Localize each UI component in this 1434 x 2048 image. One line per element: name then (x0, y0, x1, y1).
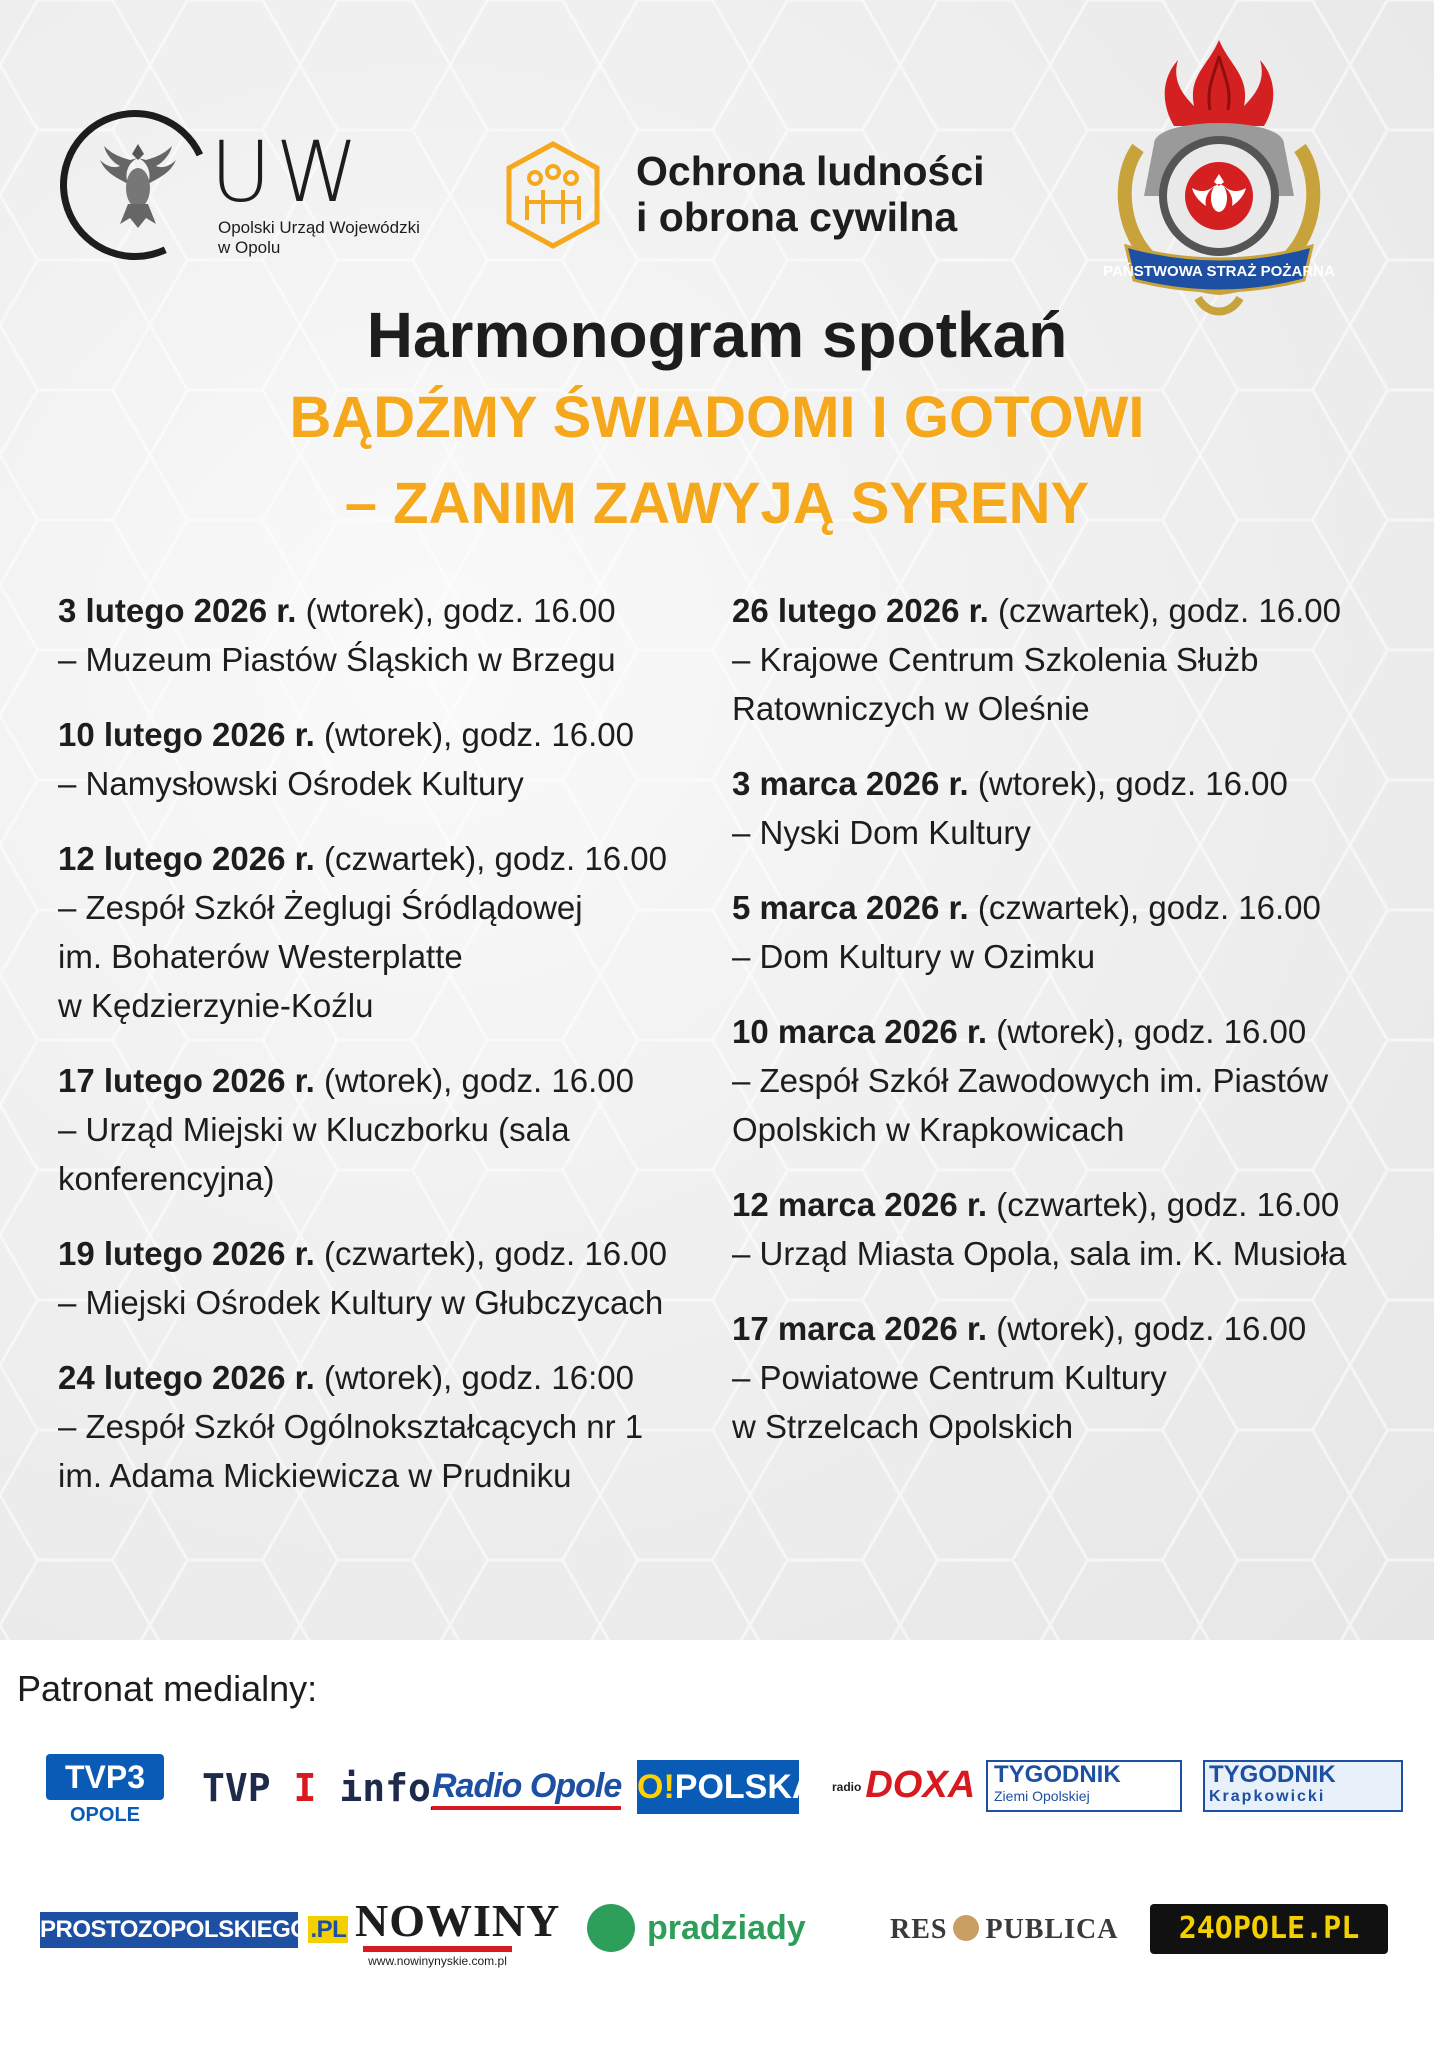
civil-defense-line1: Ochrona ludności (636, 148, 985, 194)
schedule-entry (58, 1353, 708, 1500)
civil-defense-line2: i obrona cywilna (636, 194, 958, 240)
nowiny-band (363, 1946, 512, 1952)
entry-venue-line: – Urząd Miasta Opola, sala im. K. Musioła (732, 1235, 1347, 1272)
entry-venue-line: konferencyjna) (58, 1160, 275, 1197)
entry-date-line (58, 1229, 708, 1278)
page-title: Harmonogram spotkań (366, 299, 1068, 371)
entry-date: 5 marca 2026 r. (732, 889, 969, 926)
radio-doxa-logo (832, 1764, 975, 1807)
entry-day-time: (wtorek), godz. 16.00 (296, 592, 616, 629)
pradziady-text: pradziady (647, 1908, 806, 1947)
entry-venue-line: – Krajowe Centrum Szkolenia Służb (732, 641, 1259, 678)
tvp-info-bar: I (293, 1766, 317, 1810)
entry-date: 26 lutego 2026 r. (732, 592, 989, 629)
tygodnik-krapk-title: TYGODNIK (1209, 1761, 1336, 1788)
entry-date-line (732, 1304, 1382, 1353)
entry-venue-line: Ratowniczych w Oleśnie (732, 690, 1090, 727)
res-publica-emblem-icon (953, 1915, 979, 1941)
nowiny-nyskie-logo (355, 1895, 561, 1968)
entry-day-time: (czwartek), godz. 16.00 (314, 1235, 667, 1272)
schedule-entry (732, 883, 1382, 981)
entry-day-time: (czwartek), godz. 16.00 (987, 1186, 1340, 1223)
tygodnik-krapk-sub: Krapkowicki (1209, 1788, 1326, 1805)
entry-venue-line: – Muzeum Piastów Śląskich w Brzegu (58, 641, 616, 678)
fire-service-emblem-icon (1098, 36, 1340, 332)
entry-date: 12 lutego 2026 r. (58, 840, 315, 877)
entry-day-time: (czwartek), godz. 16.00 (988, 592, 1341, 629)
entry-date-line (732, 883, 1382, 932)
schedule-entry (732, 1304, 1382, 1451)
opolska-rest: POLSKA (674, 1768, 817, 1806)
cuw-letters: UW (210, 123, 363, 221)
nowiny-title: NOWINY (355, 1895, 561, 1946)
radio-opole-logo: Radio Opole (432, 1766, 621, 1810)
entry-date-line (732, 586, 1382, 635)
entry-venue-line: – Miejski Ośrodek Kultury w Głubczycach (58, 1284, 664, 1321)
tvp-info-logo (202, 1766, 454, 1810)
res-b: PUBLICA (985, 1914, 1119, 1945)
schedule-entry (58, 710, 708, 808)
nowiny-url: www.nowinynyskie.com.pl (368, 1954, 507, 1968)
entry-date: 10 marca 2026 r. (732, 1013, 988, 1050)
entry-venue-line: – Zespół Szkół Ogólnokształcących nr 1 (58, 1408, 644, 1445)
cuw-subtitle (218, 218, 420, 258)
entry-venue-line: – Powiatowe Centrum Kultury (732, 1359, 1167, 1396)
cuw-logo (60, 110, 480, 260)
entry-date: 12 marca 2026 r. (732, 1186, 988, 1223)
schedule-entry (58, 834, 708, 1030)
media-patrons-heading: Patronat medialny: (17, 1668, 318, 1709)
tvp3-name: TVP3 (46, 1754, 164, 1800)
entry-date-line (732, 759, 1382, 808)
schedule-entry (58, 586, 708, 684)
pradziady-face-icon (587, 1904, 635, 1952)
entry-date: 24 lutego 2026 r. (58, 1359, 315, 1396)
entry-venue-line: – Zespół Szkół Żeglugi Śródlądowej (58, 889, 583, 926)
schedule-entry (732, 1180, 1382, 1278)
entry-date: 3 marca 2026 r. (732, 765, 969, 802)
prosto-pl: .PL (310, 1916, 347, 1943)
tygodnik-krapkowicki-logo (1203, 1760, 1403, 1812)
campaign-title-line2: – ZANIM ZAWYJĄ SYRENY (344, 471, 1090, 536)
tygodnik-ziemi-opolskiej-logo (986, 1760, 1182, 1812)
doxa-prefix: radio (832, 1779, 862, 1794)
entry-venue-line: – Namysłowski Ośrodek Kultury (58, 765, 524, 802)
entry-date: 10 lutego 2026 r. (58, 716, 315, 753)
entry-venue-line: w Kędzierzynie-Koźlu (58, 987, 374, 1024)
civil-defense-hexagon-icon (503, 140, 603, 250)
pradziady-logo (587, 1904, 806, 1956)
opolska-logo (637, 1760, 817, 1814)
entry-date-line (58, 586, 708, 635)
entry-venue-line: Opolskich w Krapkowicach (732, 1111, 1125, 1148)
24opole-logo: 24OPOLE.PL (1150, 1904, 1388, 1954)
schedule-right-column (732, 586, 1382, 1477)
entry-date: 17 lutego 2026 r. (58, 1062, 315, 1099)
entry-date-line (732, 1180, 1382, 1229)
cuw-subtitle-line1: Opolski Urząd Wojewódzki (218, 218, 420, 237)
prosto-main: PROSTOZOPOLSKIEGO (40, 1916, 309, 1943)
schedule-entry (58, 1056, 708, 1203)
tygodnik-ziemi-title: TYGODNIK (994, 1761, 1121, 1788)
entry-day-time: (wtorek), godz. 16.00 (987, 1013, 1307, 1050)
entry-day-time: (czwartek), godz. 16.00 (968, 889, 1321, 926)
schedule-left-column (58, 586, 708, 1526)
entry-day-time: (wtorek), godz. 16.00 (968, 765, 1288, 802)
schedule-entry (58, 1229, 708, 1327)
schedule-entry (732, 1007, 1382, 1154)
prostozopolskiego-logo (40, 1912, 347, 1948)
entry-venue-line: – Nyski Dom Kultury (732, 814, 1031, 851)
opolska-o: O! (637, 1768, 675, 1806)
entry-day-time: (wtorek), godz. 16.00 (314, 1062, 634, 1099)
entry-date-line (58, 710, 708, 759)
entry-venue-line: – Urząd Miejski w Kluczborku (sala (58, 1111, 570, 1148)
entry-date-line (58, 834, 708, 883)
tvp3-opole-logo (46, 1754, 164, 1830)
entry-day-time: (wtorek), godz. 16.00 (987, 1310, 1307, 1347)
tvp3-city: OPOLE (69, 1804, 140, 1826)
cuw-subtitle-line2: w Opolu (218, 238, 281, 257)
entry-date: 19 lutego 2026 r. (58, 1235, 315, 1272)
entry-day-time: (czwartek), godz. 16.00 (314, 840, 667, 877)
entry-venue-line: – Zespół Szkół Zawodowych im. Piastów (732, 1062, 1329, 1099)
civil-defense-text (636, 148, 985, 240)
res-publica-logo (890, 1914, 1118, 1946)
tygodnik-ziemi-sub: Ziemi Opolskiej (994, 1788, 1090, 1804)
tvp-info-b: info_ (339, 1766, 454, 1810)
entry-date: 3 lutego 2026 r. (58, 592, 297, 629)
polish-eagle-icon (98, 138, 178, 230)
entry-date: 17 marca 2026 r. (732, 1310, 988, 1347)
schedule-entry (732, 586, 1382, 733)
campaign-title-line1: BĄDŹMY ŚWIADOMI I GOTOWI (289, 385, 1145, 450)
entry-date-line (732, 1007, 1382, 1056)
entry-venue-line: w Strzelcach Opolskich (732, 1408, 1074, 1445)
psp-label: PAŃSTWOWA STRAŻ POŻARNA (1103, 263, 1335, 280)
entry-date-line (58, 1056, 708, 1105)
entry-venue-line: – Dom Kultury w Ozimku (732, 938, 1096, 975)
schedule-entry (732, 759, 1382, 857)
entry-venue-line: im. Bohaterów Westerplatte (58, 938, 463, 975)
res-a: RES (890, 1914, 948, 1945)
tvp-info-a: TVP (202, 1766, 271, 1810)
entry-date-line (58, 1353, 708, 1402)
doxa-name: DOXA (865, 1764, 976, 1806)
entry-venue-line: im. Adama Mickiewicza w Prudniku (58, 1457, 572, 1494)
entry-day-time: (wtorek), godz. 16.00 (314, 716, 634, 753)
civil-defense-logo (503, 140, 1003, 250)
entry-day-time: (wtorek), godz. 16:00 (314, 1359, 634, 1396)
